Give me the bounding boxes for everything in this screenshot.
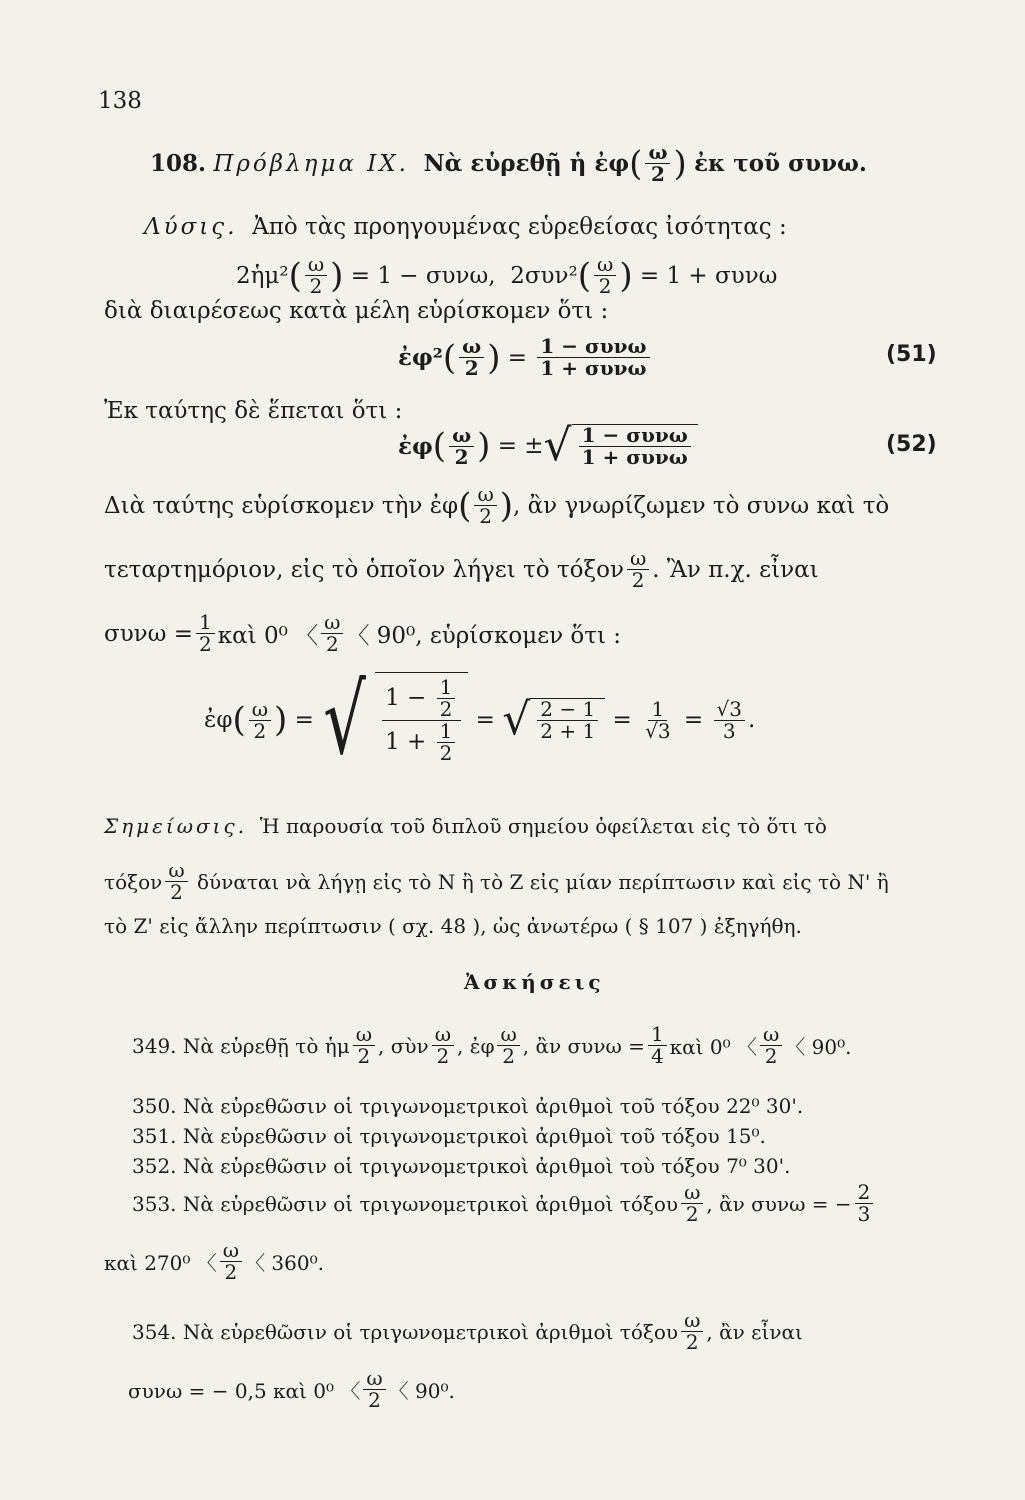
equation-52-tag: (52) [886, 432, 937, 457]
exercise-352: 352. Νὰ εὑρεθῶσιν οἱ τριγωνομετρικοὶ ἀριθμοὶ τοὺ τόξου 7⁰ 30'. [132, 1154, 791, 1178]
equation-52: ἐφ ( $\frac{\omega}{2}$ ) = ± √ $\frac{\text{1 − συνω}}{\text{1 + συνω}}$ [398, 424, 698, 468]
exercise-351: 351. Νὰ εὑρεθῶσιν οἱ τριγωνομετρικοὶ ἀριθμοὶ τοῦ τόξου 15⁰. [132, 1124, 766, 1148]
problem-number: 108. [150, 150, 207, 177]
note-label: Σημείωσις. [104, 814, 248, 838]
paragraph-line-2: τεταρτημόριον, εἰς τὸ ὁποῖον λήγει τὸ τόξον $\frac{\omega}{2}$ . Ἂν π.χ. εἶναι [104, 546, 819, 592]
problem-statement: Νὰ εὑρεθῇ ἡ ἐφ [423, 150, 630, 177]
worked-example: ἐφ ( $\frac{\omega}{2}$ ) = √ 1 − $\frac{1}{2}$ 1 + $\frac{1}{2}$ = √ $\frac{2 - 1}{2 + 1}$ = $\frac{1}{√3}$ = $\frac{√3}{3}$ . [204, 664, 756, 776]
paragraph-line-3: συνω = $\frac{1}{2}$ καὶ 0⁰ 〈 $\frac{\omega}{2}$ 〈 90⁰, εὑρίσκομεν ὅτι : [104, 610, 622, 656]
equation-51-tag: (51) [886, 342, 937, 367]
exercise-354: 354. Νὰ εὑρεθῶσιν οἱ τριγωνομετρικοὶ ἀριθμοὶ τόξου $\frac{\omega}{2}$ , ἂν εἶναι [132, 1308, 803, 1354]
fraction-omega-half: $\frac{\omega}{2}$ [645, 142, 670, 185]
exercise-353: 353. Νὰ εὑρεθῶσιν οἱ τριγωνομετρικοὶ ἀριθμοὶ τόξου $\frac{\omega}{2}$ , ἂν συνω = − $\frac{2}{3}$ [132, 1182, 876, 1225]
problem-heading: 108. Πρόβλημα IX. Νὰ εὑρεθῇ ἡ ἐφ ( $\frac{\omega}{2}$ ) ἐκ τοῦ συνω. [150, 140, 867, 186]
exercise-353-range: καὶ 270⁰ 〈 $\frac{\omega}{2}$ 〈 360⁰. [104, 1238, 324, 1284]
exercise-349: 349. Νὰ εὑρεθῇ τὸ ἡμ $\frac{\omega}{2}$ , σὺν $\frac{\omega}{2}$ , ἐφ $\frac{\omega}{2}$ , ἂν συνω = $\frac{1}{4}$ καὶ 0⁰ 〈 $\frac{\omega}{2}$ 〈 90⁰. [132, 1022, 852, 1068]
solution-label: Λύσις. [144, 214, 238, 240]
exercise-350: 350. Νὰ εὑρεθῶσιν οἱ τριγωνομετρικοὶ ἀριθμοὶ τοῦ τόξου 22⁰ 30'. [132, 1094, 804, 1118]
note-line-1: Σημείωσις. Ἡ παρουσία τοῦ διπλοῦ σημείου ὀφείλεται εἰς τὸ ὅτι τὸ [104, 814, 827, 838]
exercises-heading: Ἀσκήσεις [464, 970, 605, 994]
page-number: 138 [98, 88, 142, 114]
exercise-354-condition: συνω = − 0,5 καὶ 0⁰ 〈 $\frac{\omega}{2}$ 〈 90⁰. [128, 1366, 455, 1412]
equation-51: ἐφ² ( $\frac{\omega}{2}$ ) = $\frac{\text{1 − συνω}}{\text{1 + συνω}}$ [398, 336, 653, 379]
note-line-3: τὸ Ζ' εἰς ἄλλην περίπτωσιν ( σχ. 48 ), ὡς ἀνωτέρω ( § 107 ) ἐξηγήθη. [104, 914, 802, 938]
identities-line: 2ἡμ² ( $\frac{\omega}{2}$ ) = 1 − συνω, 2συν² ( $\frac{\omega}{2}$ ) = 1 + συνω [236, 252, 778, 298]
follows-text: Ἐκ ταύτης δὲ ἕπεται ὅτι : [104, 398, 403, 424]
division-text: διὰ διαιρέσεως κατὰ μέλη εὑρίσκομεν ὅτι : [104, 298, 609, 324]
problem-statement-end: ἐκ τοῦ συνω. [694, 150, 867, 177]
note-line-2: τόξον $\frac{\omega}{2}$ δύναται νὰ λήγῃ εἰς τὸ Ν ἢ τὸ Ζ εἰς μίαν περίπτωσιν καὶ εἰς τὸ Ν' ἢ [104, 858, 889, 904]
paragraph-line-1: Διὰ ταύτης εὑρίσκομεν τὴν ἐφ ( $\frac{\omega}{2}$ ) , ἂν γνωρίζωμεν τὸ συνω καὶ τὸ [104, 482, 890, 528]
problem-label: Πρόβλημα IX. [213, 150, 409, 177]
solution-intro: Λύσις. Ἀπὸ τὰς προηγουμένας εὑρεθείσας ἰσότητας : [144, 214, 787, 240]
